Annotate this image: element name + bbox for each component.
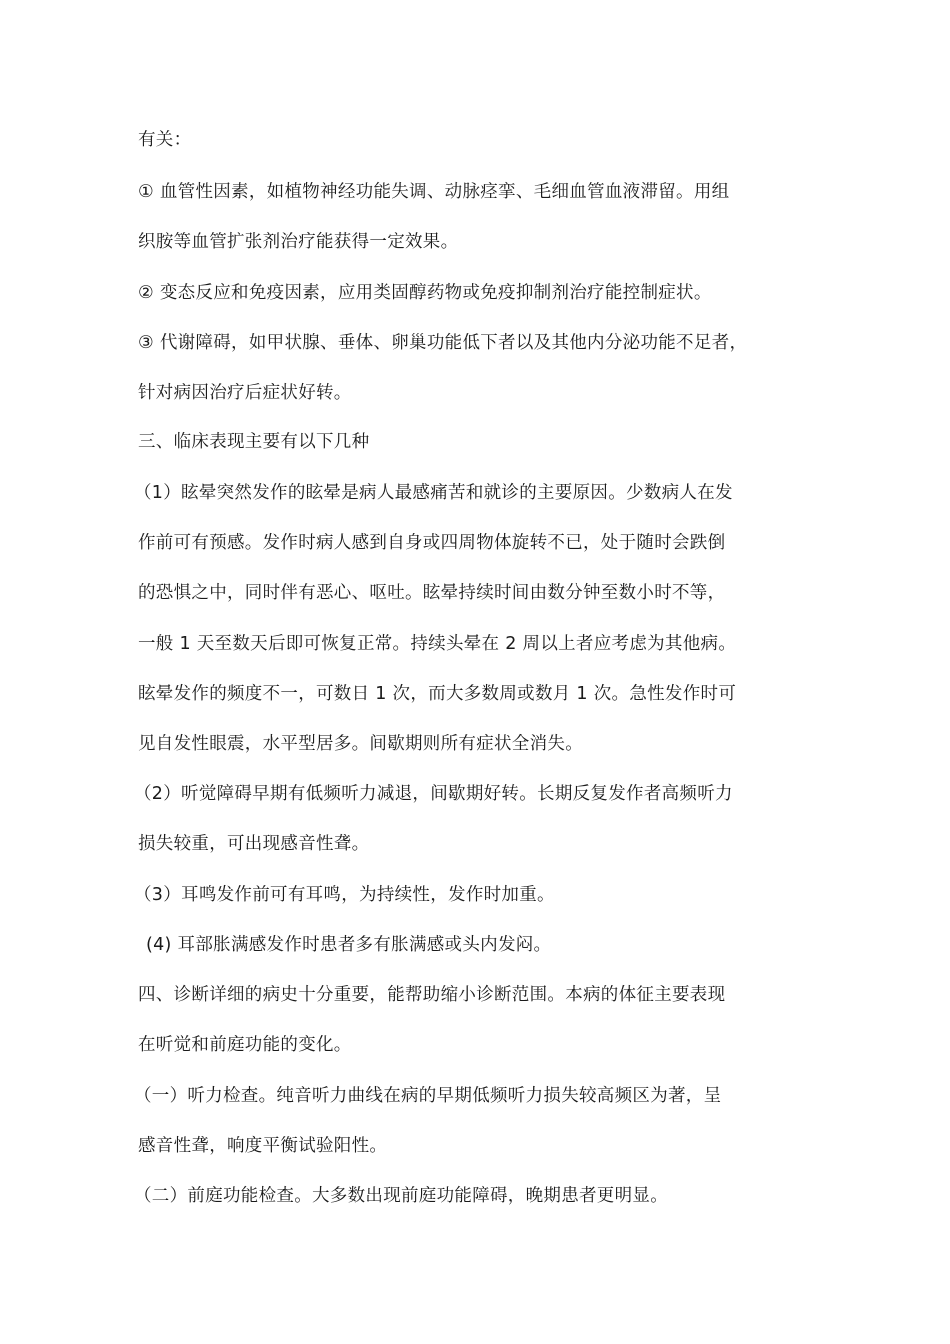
- text-line: 织胺等血管扩张剂治疗能获得一定效果。: [138, 232, 459, 252]
- text-line: （2）听觉障碍早期有低频听力减退，间歇期好转。长期反复发作者高频听力: [134, 784, 733, 804]
- text-line: 的恐惧之中，同时伴有恶心、呕吐。眩晕持续时间由数分钟至数小时不等，: [138, 583, 726, 603]
- text-line: 损失较重，可出现感音性聋。: [138, 834, 370, 854]
- text-line: 一般 1 天至数天后即可恢复正常。持续头晕在 2 周以上者应考虑为其他病。: [138, 634, 737, 654]
- text-line: 见自发性眼震，水平型居多。间歇期则所有症状全消失。: [138, 734, 583, 754]
- text-line: 感音性聋，响度平衡试验阳性。: [138, 1136, 388, 1156]
- text-line: 针对病因治疗后症状好转。: [138, 383, 352, 403]
- text-line: ③ 代谢障碍，如甲状腺、垂体、卵巢功能低下者以及其他内分泌功能不足者，: [138, 333, 748, 353]
- section-heading: 四、诊断详细的病史十分重要，能帮助缩小诊断范围。本病的体征主要表现: [138, 985, 726, 1005]
- text-line: 眩晕发作的频度不一，可数日 1 次，而大多数周或数月 1 次。急性发作时可: [138, 684, 737, 704]
- text-line: （一）听力检查。纯音听力曲线在病的早期低频听力损失较高频区为著，呈: [134, 1086, 722, 1106]
- text-line: 作前可有预感。发作时病人感到自身或四周物体旋转不已，处于随时会跌倒: [138, 533, 726, 553]
- section-heading: 三、临床表现主要有以下几种: [138, 432, 370, 452]
- text-line: 有关：: [138, 130, 192, 150]
- text-line: 在听觉和前庭功能的变化。: [138, 1035, 352, 1055]
- text-line: （二）前庭功能检查。大多数出现前庭功能障碍，晚期患者更明显。: [134, 1186, 668, 1206]
- text-line: (4) 耳部胀满感发作时患者多有胀满感或头内发闷。: [146, 935, 552, 955]
- text-line: （3）耳鸣发作前可有耳鸣，为持续性，发作时加重。: [134, 885, 555, 905]
- text-line: ② 变态反应和免疫因素，应用类固醇药物或免疫抑制剂治疗能控制症状。: [138, 283, 712, 303]
- text-line: ① 血管性因素，如植物神经功能失调、动脉痉挛、毛细血管血液滞留。用组: [138, 182, 730, 202]
- text-line: （1）眩晕突然发作的眩晕是病人最感痛苦和就诊的主要原因。少数病人在发: [134, 483, 733, 503]
